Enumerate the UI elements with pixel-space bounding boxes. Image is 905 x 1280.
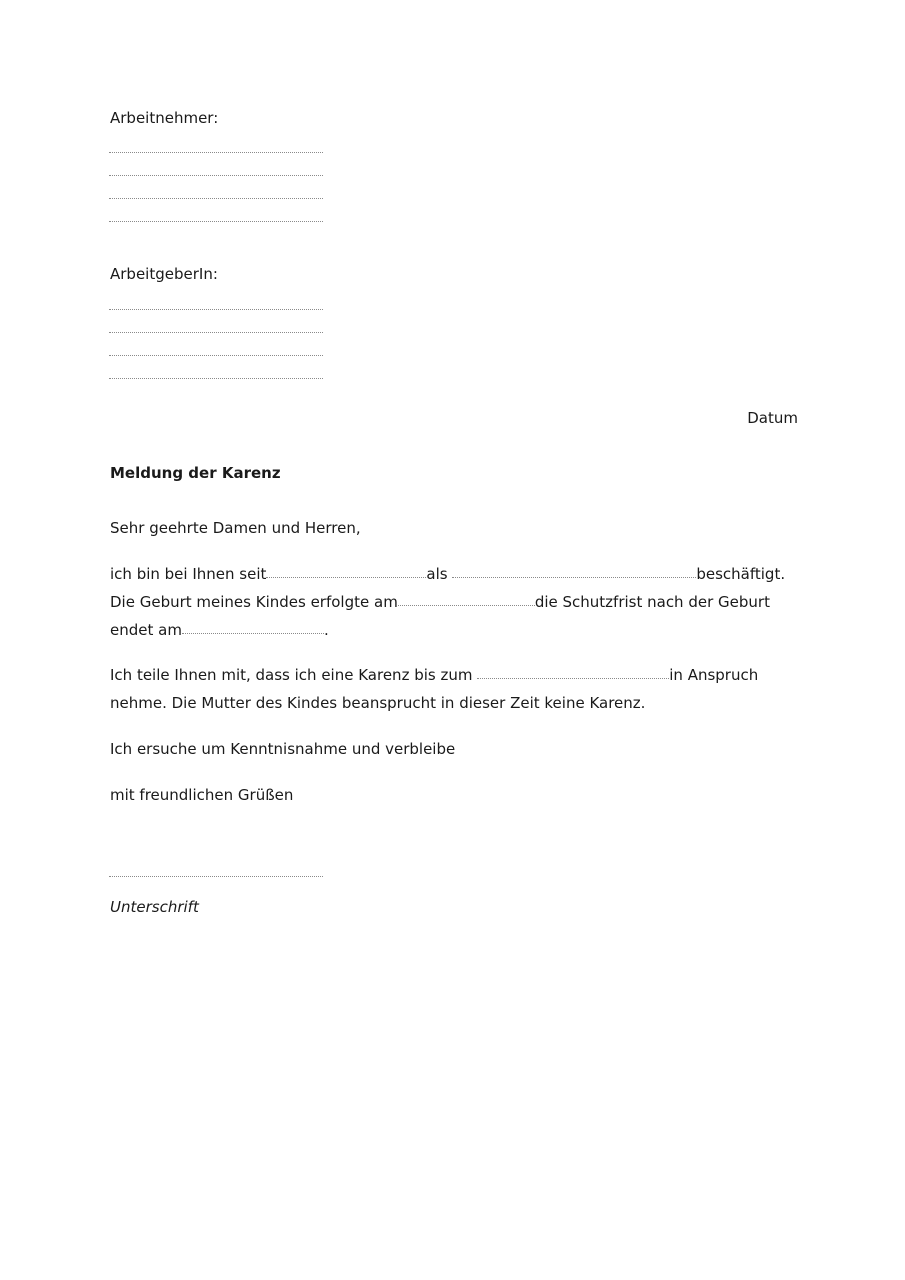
claim-text: in Anspruch [669,666,759,684]
karenz-end-blank[interactable] [477,678,669,679]
employment-as-text: als [426,565,448,583]
employer-line-2[interactable] [109,332,323,333]
paragraph-1-line-2 [110,595,770,610]
employee-line-4[interactable] [109,221,323,222]
salutation: Sehr geehrte Damen und Herren, [110,519,361,537]
protection-period-text: die Schutzfrist nach der Geburt [534,593,770,611]
greeting: mit freundlichen Grüßen [110,786,294,804]
employment-since-text: ich bin bei Ihnen seit [110,565,267,583]
employee-label: Arbeitnehmer: [110,109,219,127]
paragraph-1-line-1 [110,567,785,582]
employer-line-1[interactable] [109,309,323,310]
paragraph-1-line-3 [110,623,329,638]
birth-date-text: Die Geburt meines Kindes erfolgte am [110,593,398,611]
employee-line-1[interactable] [109,152,323,153]
ends-on-period: . [323,621,329,639]
signature-label: Unterschrift [110,898,199,916]
signature-line[interactable] [109,876,323,877]
employed-text: beschäftigt. [696,565,786,583]
employee-line-3[interactable] [109,198,323,199]
closing-request: Ich ersuche um Kenntnisnahme und verbleibe [110,740,456,758]
employee-line-2[interactable] [109,175,323,176]
employer-label: ArbeitgeberIn: [110,265,218,283]
employment-start-blank[interactable] [266,577,426,578]
protection-end-blank[interactable] [182,633,324,634]
letter-subject: Meldung der Karenz [110,464,281,482]
paragraph-2-line-1 [110,668,758,683]
employer-line-4[interactable] [109,378,323,379]
employer-line-3[interactable] [109,355,323,356]
job-title-blank[interactable] [452,577,696,578]
karenz-until-text: Ich teile Ihnen mit, dass ich eine Karenz bis zum [110,666,473,684]
birth-date-blank[interactable] [398,605,535,606]
ends-on-text: endet am [110,621,182,639]
date-label: Datum [747,409,798,427]
paragraph-2-line-2: nehme. Die Mutter des Kindes beansprucht in dieser Zeit keine Karenz. [110,694,646,712]
